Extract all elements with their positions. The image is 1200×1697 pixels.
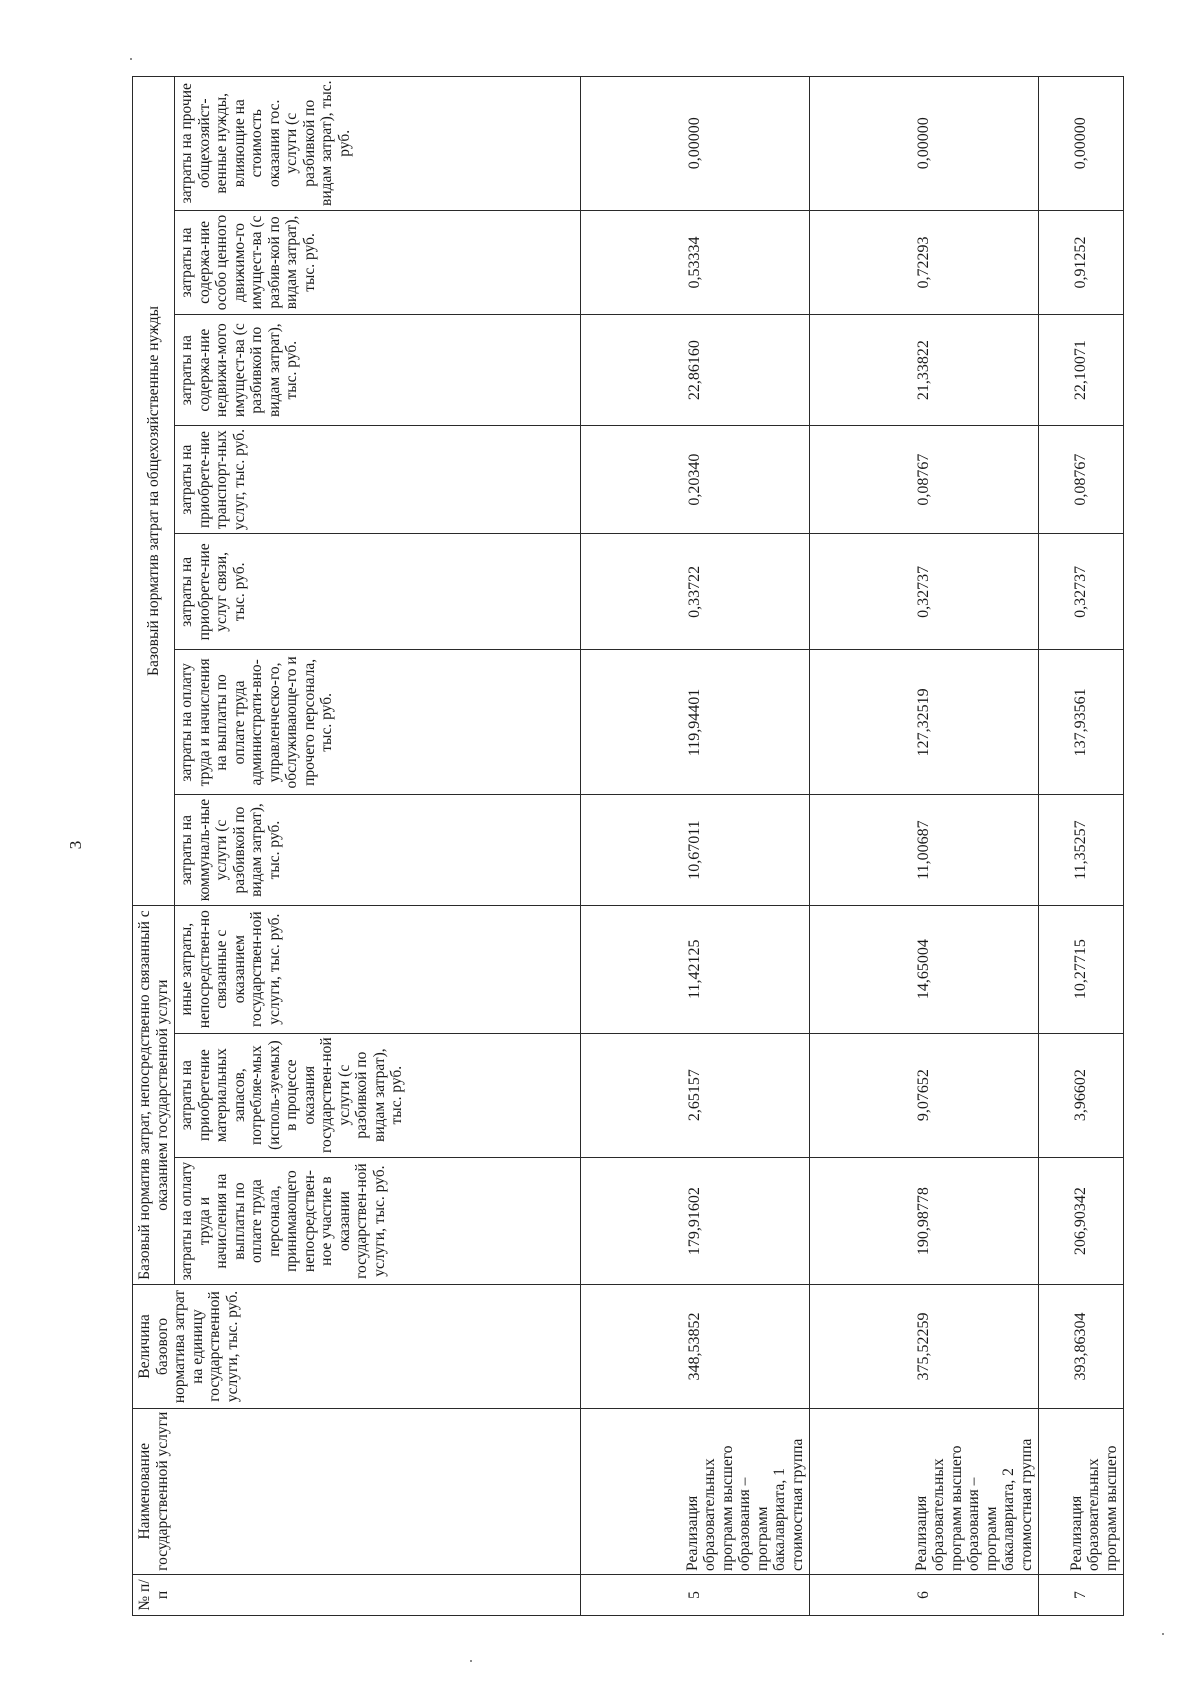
value-cell: 0,00000 <box>1039 77 1124 211</box>
value-cell: 0,53334 <box>581 210 810 315</box>
value-cell: 0,00000 <box>581 77 810 211</box>
value-cell: 0,08767 <box>1039 425 1124 533</box>
header-general-utilities: затраты на коммуналь-ные услуги (с разбивкой по видам затрат), тыс. руб. <box>175 795 581 906</box>
header-general-other-needs: затраты на прочие общехозяйст-венные нужды, влияющие на стоимость оказания гос. услуги (с разбивкой по видам затрат), тыс. руб. <box>175 77 581 211</box>
header-group-general: Базовый норматив затрат на общехозяйственные нужды <box>133 77 175 906</box>
header-direct-labor: затраты на оплату труда и начисления на выплаты по оплате труда персонала, принимающего непосредствен-ное участие в оказании государствен-ной услуги, тыс. руб. <box>175 1157 581 1285</box>
value-cell: 11,35257 <box>1039 795 1124 906</box>
header-base-norm: Величина базового норматива затрат на единицу государственной услуги, тыс. руб. <box>133 1285 581 1408</box>
value-cell: 0,72293 <box>810 210 1039 315</box>
value-cell: 119,94401 <box>581 650 810 795</box>
base-norm-value: 393,86304 <box>1039 1285 1124 1408</box>
value-cell: 11,00687 <box>810 795 1039 906</box>
header-general-real-estate: затраты на содержа-ние недвижи-мого имущест-ва (с разбивкой по видам затрат), тыс. руб. <box>175 315 581 426</box>
service-name: Реализация образовательных программ высшего образования – программ бакалавриата, 2 стоимостная группа <box>810 1408 1039 1574</box>
page-number: 3 <box>66 840 85 850</box>
value-cell: 9,07652 <box>810 1033 1039 1157</box>
cost-norms-table <box>132 76 1124 1616</box>
header-general-transport: затраты на приобрете-ние транспорт-ных услуг, тыс. руб. <box>175 425 581 533</box>
value-cell: 0,08767 <box>810 425 1039 533</box>
scan-speck <box>130 58 132 60</box>
header-direct-other: иные затраты, непосредствен-но связанные с оказанием государствен-ной услуги, тыс. руб. <box>175 905 581 1033</box>
value-cell: 0,20340 <box>581 425 810 533</box>
header-direct-materials: затраты на приобретение материальных запасов, потребляе-мых (исполь-зуемых) в процессе оказания государствен-ной услуги (с разбивкой по видам затрат), тыс. руб. <box>175 1033 581 1157</box>
value-cell: 14,65004 <box>810 905 1039 1033</box>
service-name: Реализация образовательных программ высшего <box>1039 1408 1124 1574</box>
header-general-admin-labor: затраты на оплату труда и начисления на выплаты по оплате труда администрати-вно-управленческо-го, обслуживающе-го и прочего персонала, тыс. руб. <box>175 650 581 795</box>
rotated-table-sheet <box>132 76 1120 1616</box>
scan-speck <box>1162 1633 1164 1635</box>
header-general-movable-property: затраты на содержа-ние особо ценного движимо-го имущест-ва (с разбив-кой по видам затрат), тыс. руб. <box>175 210 581 315</box>
header-row-number: № п/п <box>133 1574 581 1615</box>
table-row <box>581 77 810 1616</box>
value-cell: 10,27715 <box>1039 905 1124 1033</box>
value-cell: 22,86160 <box>581 315 810 426</box>
value-cell: 206,90342 <box>1039 1157 1124 1285</box>
base-norm-value: 375,52259 <box>810 1285 1039 1408</box>
row-number: 6 <box>810 1574 1039 1615</box>
value-cell: 0,91252 <box>1039 210 1124 315</box>
value-cell: 190,98778 <box>810 1157 1039 1285</box>
base-norm-value: 348,53852 <box>581 1285 810 1408</box>
value-cell: 2,65157 <box>581 1033 810 1157</box>
value-cell: 3,96602 <box>1039 1033 1124 1157</box>
value-cell: 21,33822 <box>810 315 1039 426</box>
value-cell: 22,10071 <box>1039 315 1124 426</box>
service-name: Реализация образовательных программ высшего образования – программ бакалавриата, 1 стоимостная группа <box>581 1408 810 1574</box>
value-cell: 179,91602 <box>581 1157 810 1285</box>
row-number: 5 <box>581 1574 810 1615</box>
table-row <box>1039 77 1124 1616</box>
table-row <box>810 77 1039 1616</box>
value-cell: 0,32737 <box>810 534 1039 650</box>
header-group-direct: Базовый норматив затрат, непосредственно связанный с оказанием государственной услуги <box>133 905 175 1285</box>
value-cell: 0,33722 <box>581 534 810 650</box>
value-cell: 10,67011 <box>581 795 810 906</box>
value-cell: 11,42125 <box>581 905 810 1033</box>
scan-speck <box>470 1660 472 1662</box>
row-number: 7 <box>1039 1574 1124 1615</box>
value-cell: 127,32519 <box>810 650 1039 795</box>
header-general-communications: затраты на приобрете-ние услуг связи, тыс. руб. <box>175 534 581 650</box>
value-cell: 137,93561 <box>1039 650 1124 795</box>
header-service-name: Наименование государственной услуги <box>133 1408 581 1574</box>
value-cell: 0,00000 <box>810 77 1039 211</box>
value-cell: 0,32737 <box>1039 534 1124 650</box>
